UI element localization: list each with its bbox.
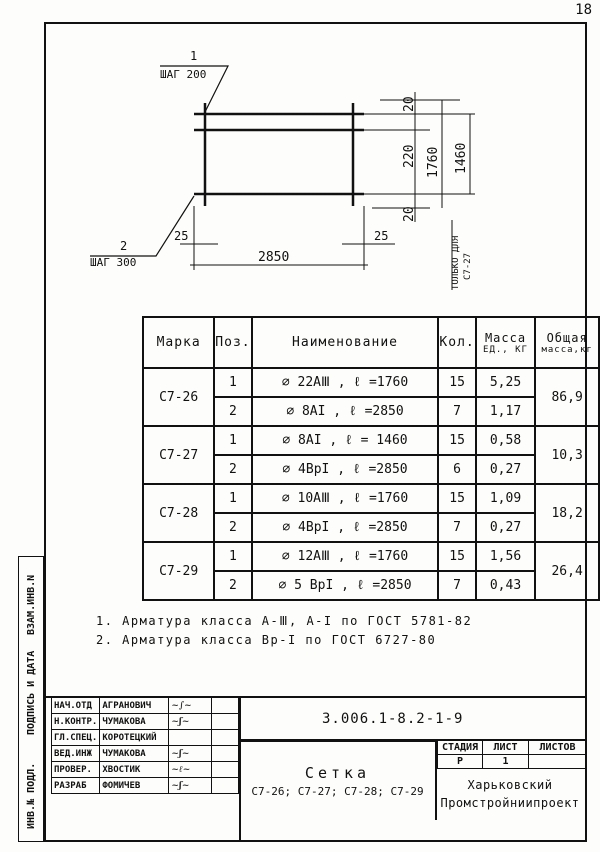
sheet-label: ЛИСТ [483,741,529,755]
note-2: 2. Арматура класса Вр-I по ГОСТ 6727-80 [96,633,437,647]
mark-cell: С7-28 [143,484,214,542]
dim-mid: 220 [402,144,417,168]
mark-cell: С7-26 [143,368,214,426]
total-cell: 18,2 [535,484,599,542]
signature-row: НАЧ.ОТД АГРАНОВИЧ ~∫~ [52,698,239,714]
total-cell: 10,3 [535,426,599,484]
stage-value: Р [438,755,483,769]
table-row: 2 ⌀ 5 ВрI , ℓ =2850 7 0,43 [143,571,599,600]
organization [440,776,580,812]
table-row: С7-29 1 ⌀ 12АⅢ , ℓ =1760 15 1,56 26,4 [143,542,599,571]
drawing-code: 3.006.1-8.2-1-9 [322,711,464,727]
header-name: Наименование [252,317,439,368]
sheet-number: 18 [575,2,592,18]
sheet-value: 1 [483,755,529,769]
drawing-subtitle: С7-26; С7-27; С7-28; С7-29 [251,785,424,798]
drawing-title: Сетка [304,764,371,782]
table-row: 2 ⌀ 4ВрI , ℓ =2850 6 0,27 [143,455,599,484]
note-c27-line1: ТОЛЬКО ДЛЯ [451,235,461,290]
mark-cell: С7-27 [143,426,214,484]
mark-cell: С7-29 [143,542,214,600]
table-row: С7-28 1 ⌀ 10АⅢ , ℓ =1760 15 1,09 18,2 [143,484,599,513]
header-mass: Масса ЕД., КГ [476,317,536,368]
callout-2-step: ШАГ 300 [90,256,137,269]
table-row: С7-27 1 ⌀ 8АI , ℓ = 1460 15 0,58 10,3 [143,426,599,455]
table-row: С7-26 1 ⌀ 22АⅢ , ℓ =1760 15 5,25 86,9 [143,368,599,397]
dim-left: 25 [174,229,189,243]
signature-row: ВЕД.ИНЖ ЧУМАКОВА ~ʃ~ [52,746,239,762]
signature-mark: ~ʃ~ [169,778,212,794]
header-total: Общая масса,кг [535,317,599,368]
total-cell: 86,9 [535,368,599,426]
dim-width: 2850 [258,250,290,265]
total-cell: 26,4 [535,542,599,600]
signature-mark: ~ʃ~ [169,746,212,762]
dim-right: 25 [374,229,389,243]
sheets-label: ЛИСТОВ [529,741,587,755]
signature-mark: ~∫~ [169,698,212,714]
signature-row: ПРОВЕР. ХВОСТИК ~ℓ~ [52,762,239,778]
signature-mark: ~ʃ~ [169,714,212,730]
signature-row: РАЗРАБ ФОМИЧЕВ ~ʃ~ [52,778,239,794]
callout-1-number: 1 [190,49,198,63]
signature-row: Н.КОНТР. ЧУМАКОВА ~ʃ~ [52,714,239,730]
dim-1760: 1760 [426,146,441,178]
header-mark: Марка [143,317,214,368]
dim-top: 20 [402,96,417,112]
title-box [240,740,437,820]
side-label-vzam: ВЗАМ.ИНВ.N [26,574,37,635]
note-c27-line2: С7-27 [463,252,473,280]
signature-row: ГЛ.СПЕЦ. КОРОТЕЦКИЙ [52,730,239,746]
dim-bottom: 20 [402,206,417,222]
dim-1460: 1460 [454,142,469,174]
side-label-podpis: ПОДПИСЬ И ДАТА [26,650,37,735]
sheets-value [529,755,587,769]
table-row: 2 ⌀ 4ВрI , ℓ =2850 7 0,27 [143,513,599,542]
org-line-2: Промстройниипроект [440,796,580,810]
stage-label: СТАДИЯ [438,741,483,755]
note-1: 1. Арматура класса А-Ⅲ, А-I по ГОСТ 5781-82 [96,614,473,628]
stage-table [437,740,587,769]
callout-2-number: 2 [120,239,128,253]
table-row: 2 ⌀ 8АI , ℓ =2850 7 1,17 [143,397,599,426]
header-pos: Поз. [214,317,251,368]
signature-mark: ~ℓ~ [169,762,212,778]
header-qty: Кол. [438,317,475,368]
side-label-inv-podl: ИНВ.№ ПОДЛ. [26,762,37,829]
org-line-1: Харьковский [467,778,553,792]
callout-1-step: ШАГ 200 [160,68,207,81]
